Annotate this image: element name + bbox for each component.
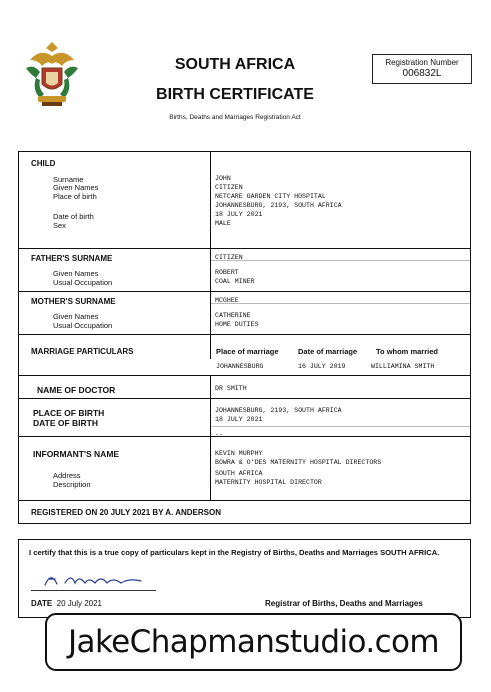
date-label: DATE bbox=[31, 599, 53, 608]
informant-address-label: Address bbox=[53, 471, 81, 480]
informant-heading: INFORMANT'S NAME bbox=[33, 449, 120, 459]
marriage-place-value: JOHANNESBURG bbox=[216, 363, 264, 370]
child-surname-value: JOHN bbox=[215, 175, 231, 182]
document-country: SOUTH AFRICA bbox=[174, 56, 296, 73]
row-divider bbox=[19, 291, 470, 292]
place-of-birth-value: JOHANNESBURG, 2193, SOUTH AFRICA bbox=[215, 407, 342, 414]
father-given-names-label: Given Names bbox=[53, 269, 99, 278]
child-sex-label: Sex bbox=[53, 221, 66, 230]
child-sex-value: MALE bbox=[215, 220, 231, 227]
certification-date bbox=[31, 599, 102, 608]
row-divider bbox=[19, 248, 470, 249]
marriage-date-value: 16 JULY 2019 bbox=[298, 363, 346, 370]
child-date-of-birth-value: 18 JULY 2021 bbox=[215, 211, 263, 218]
child-heading: CHILD bbox=[31, 159, 56, 168]
father-occupation-label: Usual Occupation bbox=[53, 278, 113, 287]
birth-extra-value: -- bbox=[215, 431, 223, 438]
marriage-date-column-header: Date of marriage bbox=[298, 347, 358, 356]
informant-address-value: SOUTH AFRICA bbox=[215, 470, 263, 477]
child-date-of-birth-label: Date of birth bbox=[53, 212, 94, 221]
registration-number-box bbox=[372, 54, 472, 84]
doctor-heading: NAME OF DOCTOR bbox=[37, 385, 116, 395]
column-divider bbox=[210, 375, 211, 500]
registration-number-label: Registration Number bbox=[385, 58, 459, 67]
watermark-banner: JakeChapmanstudio.com bbox=[45, 613, 462, 671]
mother-given-names-label: Given Names bbox=[53, 312, 99, 321]
father-surname-value: CITIZEN bbox=[215, 254, 243, 261]
date-of-birth-value: 18 JULY 2021 bbox=[215, 416, 263, 423]
child-place-of-birth-label: Place of birth bbox=[53, 192, 97, 201]
registration-act: Births, Deaths and Marriages Registration Act bbox=[169, 114, 301, 121]
date-of-birth-heading: DATE OF BIRTH bbox=[33, 418, 99, 428]
row-divider bbox=[19, 500, 470, 501]
child-place-line2-value: JOHANNESBURG, 2193, SOUTH AFRICA bbox=[215, 202, 342, 209]
father-given-names-value: ROBERT bbox=[215, 269, 239, 276]
mother-occupation-value: HOME DUTIES bbox=[215, 321, 259, 328]
row-divider bbox=[19, 398, 470, 399]
registrar-signature bbox=[41, 569, 146, 591]
date-value: 20 July 2021 bbox=[56, 599, 103, 608]
marriage-whom-column-header: To whom married bbox=[376, 347, 438, 356]
child-surname-label: Surname bbox=[53, 175, 84, 184]
column-divider bbox=[210, 152, 211, 359]
registered-statement: REGISTERED ON 20 JULY 2021 BY A. ANDERSON bbox=[31, 508, 221, 517]
registration-number: 006832L bbox=[402, 68, 442, 79]
document-title: BIRTH CERTIFICATE bbox=[156, 86, 314, 103]
row-divider bbox=[19, 436, 470, 437]
coat-of-arms-emblem bbox=[22, 38, 82, 110]
row-divider bbox=[19, 334, 470, 335]
certification-box bbox=[18, 539, 471, 618]
mother-given-names-value: CATHERINE bbox=[215, 312, 251, 319]
informant-line2-value: BOWRA & O'DES MATERNITY HOSPITAL DIRECTORS bbox=[215, 459, 382, 466]
child-given-names-value: CITIZEN bbox=[215, 184, 243, 191]
marriage-place-column-header: Place of marriage bbox=[216, 347, 279, 356]
marriage-heading: MARRIAGE PARTICULARS bbox=[31, 347, 134, 356]
informant-name-value: KEVIN MURPHY bbox=[215, 450, 263, 457]
informant-description-label: Description bbox=[53, 480, 91, 489]
doctor-name-value: DR SMITH bbox=[215, 385, 247, 392]
field-divider bbox=[211, 426, 470, 427]
certification-text: I certify that this is a true copy of particulars kept in the Registry of Births, Deaths and Marriages SOUTH AFRICA. bbox=[29, 548, 440, 557]
mother-heading: MOTHER'S SURNAME bbox=[31, 297, 116, 306]
mother-occupation-label: Usual Occupation bbox=[53, 321, 113, 330]
informant-description-value: MATERNITY HOSPITAL DIRECTOR bbox=[215, 479, 322, 486]
place-of-birth-heading: PLACE OF BIRTH bbox=[33, 408, 105, 418]
row-divider bbox=[19, 375, 470, 376]
field-divider bbox=[211, 260, 470, 261]
marriage-whom-value: WILLIAMINA SMITH bbox=[371, 363, 435, 370]
father-occupation-value: COAL MINER bbox=[215, 278, 255, 285]
registrar-title: Registrar of Births, Deaths and Marriages bbox=[265, 599, 423, 608]
particulars-table bbox=[18, 151, 471, 524]
child-given-names-label: Given Names bbox=[53, 183, 99, 192]
field-divider bbox=[211, 303, 470, 304]
father-heading: FATHER'S SURNAME bbox=[31, 254, 113, 263]
child-place-line1-value: NETCARE GARDEN CITY HOSPITAL bbox=[215, 193, 326, 200]
mother-surname-value: MCGHEE bbox=[215, 297, 239, 304]
signature-line bbox=[31, 590, 156, 591]
